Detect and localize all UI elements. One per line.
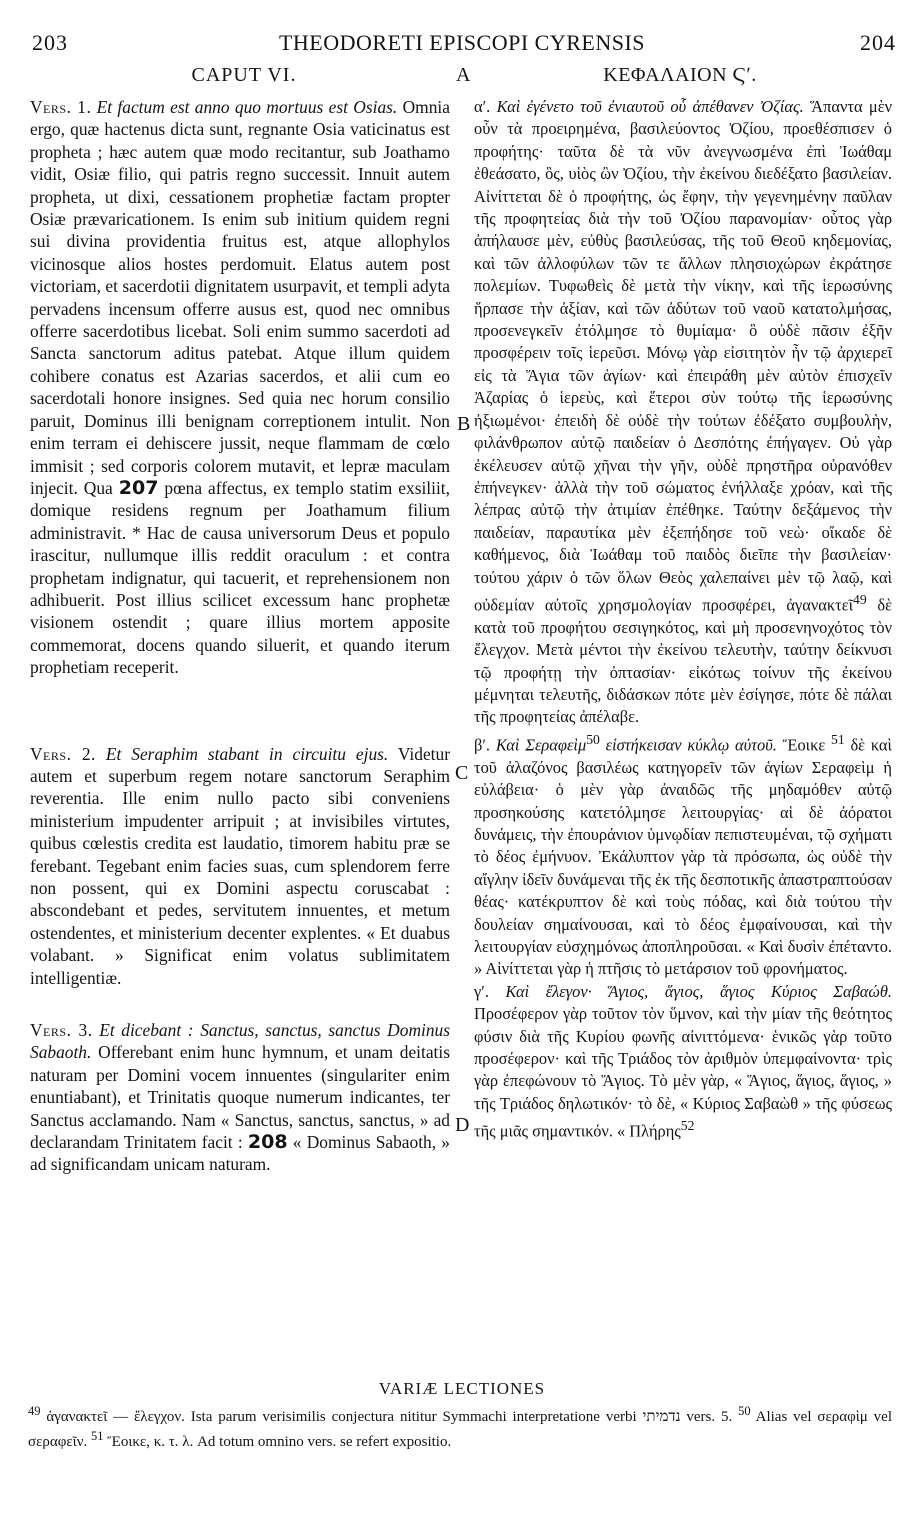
page-number-left: 203 (32, 30, 68, 55)
margin-marker-b: B (457, 413, 471, 435)
verse-number: αʹ. (474, 97, 491, 116)
latin-column (30, 96, 450, 1176)
commentary-text: Ἔοικε (782, 735, 826, 755)
footnote-number: 51 (91, 1429, 104, 1443)
verse-lemma: Καὶ ἔλεγον· Ἅγιος, ἅγιος, ἅγιος Κύριος Σαβαώθ. (505, 981, 892, 1001)
footnote-marker: 51 (831, 731, 845, 747)
commentary-text: « Dominus Sabaoth, » ad significandam unicam naturam. (30, 1132, 450, 1175)
verse-lemma: Et Seraphim stabant in circuitu ejus. (105, 743, 389, 764)
commentary-text: pœna affectus, ex templo statim exsiliit, domique residens regnum per Joathamum filium administravit. * Hac de causa universorum Deus et populo irascitur, nullumque illis reddit oraculum : et contra prophetam indignatur, qui tacuerit, et reprehensionem non adhibuerit. Post illius scilicet excessum hanc prophetæ visionem ostendit ; quare illius mortem apposite commemorat, docens quando siluerit, et quando iterum prophetiam receperit. (30, 477, 450, 678)
migne-column-number: 208 (247, 1131, 288, 1154)
footnote-marker: 49 (853, 591, 867, 607)
footnote-text: Alias vel σεραφὶμ vel σεραφεῖν. (28, 1409, 893, 1450)
latin-paragraph-vers-3 (30, 1019, 450, 1176)
commentary-text: δὲ καὶ τοῦ ἀλαζόνος βασιλέως κατηγορεῖν τῶν ἁγίων Σεραφεὶμ ἡ εὐλάβεια· ὁ μὲν γὰρ ἀναιδῶς τῆς μηδαμόθεν αὐτῷ προσηκούσης κατετόλμησε λειτουργίας· αἱ δὲ ἀόρατοι δυνάμεις, τὴν ἐπουράνιον ὑμνῳδίαν πεπιστευμέναι, τῷ σχήματι τὸ δέος ἐμήνυον. Ἐκάλυπτον γὰρ τὰ πρόσωπα, ὡς οὐδὲ τὴν αἴγλην ἰδεῖν δυνάμεναι τῆς ἐκ τῆς δεσποτικῆς ἀπαστραπτούσαν θέας· κατέκρυπτον δὲ καὶ τοὺς πόδας, καὶ διὰ τούτου τὴν δουλείαν σημαίνουσαι, καὶ τὸ δέος ἐμφαίνουσαι, καὶ τὴν λειτουργίαν εὐσχημόνως ἀποπληροῦσαι. « Καὶ δυσὶν ἐπέταντο. » Αἰνίττεται γὰρ ἡ πτῆσις τὸ μετάρσιον τοῦ φρονήματος. (474, 735, 892, 979)
verse-lemma: Et dicebant : Sanctus, sanctus, sanctus Dominus Sabaoth. (30, 1020, 450, 1063)
margin-marker-a: A (456, 64, 471, 86)
verse-lemma: Et factum est anno quo mortuus est Osias. (96, 97, 398, 117)
latin-paragraph-vers-1 (30, 96, 450, 679)
latin-chapter-heading: CAPUT VI. (191, 64, 297, 86)
margin-marker-d: D (455, 1114, 470, 1136)
footnote-text: ἀγανακτεῖ — ἔλεγχον. Ista parum verisimilis conjectura nititur Symmachi interpretatione verbi נדמיתי vers. 5. (46, 1409, 733, 1425)
greek-column (474, 96, 892, 1143)
commentary-text: Ἅπαντα μὲν οὖν τὰ προειρημένα, βασιλεύοντος Ὀζίου, προεθέσπισεν ὁ προφήτης· ταῦτα δὲ τὰ νῦν ἀνεγνωσμένα ἐπὶ Ἰωάθαμ ἐθεάσατο, ὃς, υἱὸς ὢν Ὀζίου, τὴν ἐκείνου διεδέξατο βασιλείαν. Αἰνίττεται δὲ ὁ προφήτης, ὡς ἔφην, τὴν γεγενημένην παῦλαν τῆς προφητείας διὰ τὴν τοῦ Ὀζίου παρανομίαν· οὗτος γὰρ ἀπήλαυσε μὲν, εὐθὺς βασιλεύσας, τῆς τοῦ Θεοῦ κηδεμονίας, καὶ τῶν ἀλλοφύλων τῶν τε ἄλλων πλησιοχώρων ἐκράτησε πολεμίων. Τυφωθεὶς δὲ μετὰ τὴν νίκην, καὶ τῆς ἱερωσύνης ἥρπασε τὴν ἀξίαν, καὶ τῶν ἀδύτων τοῦ ναοῦ κατατολμήσας, προσενεγκεῖν ἐτόλμησε τὸ θυμίαμα· ὃ οὐδὲ πᾶσιν ἐξῆν προσφέρειν τοῖς ἱερεῦσι. Μόνῳ γὰρ εἰσιτητὸν ἦν τῷ ἀρχιερεῖ εἰς τὰ Ἅγια τῶν ἁγίων· καὶ ἐπειράθη μὲν αὐτὸν ἐπισχεῖν Ἀζαρίας ὁ ἱερεὺς, καὶ ἕτεροι σὺν τούτῳ τῆς ἱερωσύνης ἠξιωμένοι· ἐπειδὴ δὲ οὐδὲ τὴν τούτων ἐδέξατο συμβουλὴν, φιλάνθρωπον αὐτῷ παιδείαν ὁ Δεσπότης ἐπήγαγεν. Οὐ γὰρ ἐκέλευσεν αὐτῷ χῆναι τὴν γῆν, οὐδὲ πρηστῆρα οὐρανόθεν ἐπήνεγκεν· ἀλλὰ τὴν τοῦ σώματος ἐνήλλαξε χρόαν, καὶ τῆς λέπρας αὐτῷ τὴν ἀτιμίαν ἐπέθηκε. Ταύτην δεξάμενος τὴν παιδείαν, παραυτίκα μὲν ἐξεπήδησε τοῦ νεὼ· οἴκαδε δὲ καθήμενος, διὰ Ἰωάθαμ τοῦ παιδὸς διεῖπε τὴν βασιλείαν· τούτου χάριν ὁ τῶν ὅλων Θεὸς χαλεπαίνει μὲν τῷ λαῷ, καὶ οὐδεμίαν αὐτοῖς χρησμολογίαν προσφέρει, ἀγανακτεῖ (474, 97, 892, 615)
footnote-text: Ἔοικε, κ. τ. λ. Ad totum omnino vers. se refert expositio. (107, 1434, 452, 1450)
footnote-number: 49 (28, 1404, 41, 1418)
migne-column-number: 207 (118, 476, 159, 499)
footnote-number: 50 (738, 1404, 751, 1418)
commentary-text: Videtur autem et superbum regem notare sanctorum Seraphim reverentia. Ille enim nullo pacto sibi conveniens ministerium impudenter arripuit ; at invisibiles virtutes, quibus cœlestis credita est laudatio, timorem habitu præ se ferebant. Tegebant enim facies suas, cum splendorem ferre non possent, qui ex Domini aspectu coruscabat : abscondebant et pedes, servitutem innuentes, et metum ostendentes, et ministerium decenter explentes. « Et duabus volabant. » Significat enim volatus sublimitatem intelligentiæ. (30, 743, 450, 988)
verse-number: γʹ. (474, 981, 489, 1001)
verse-number: Vers. 3. (30, 1020, 93, 1041)
latin-paragraph-vers-2 (30, 743, 450, 989)
margin-marker-c: C (455, 762, 469, 784)
commentary-text: Omnia ergo, quæ hactenus dicta sunt, regnante Osia vaticinatus est propheta ; hæc autem quæ modo recitantur, sub Joathamo vidit, Osiæ filio, qui patris regno successit. Innuit autem propheta, ut dixi, cessationem prophetiæ factam propter Osiæ prævaricationem. Is enim sub initium quidem regni sui divina providentia fruitus est, atque allophylos vicinosque alios hostes perdomuit. Elatus autem post victoriam, et sacerdotii dignitatem usurpavit, et templi adyta pervadens incensum offerre ausus est, quod nec omnibus offerre sacerdotibus licebat. Soli enim summo sacerdoti ad Sancta sanctorum aditus patebat. Atque illum quidem cohibere conatus est Azarias sacerdos, et alii cum eo sacerdotali honore insignes. Sed quia nec horum consilio paruit, Dominus illi benignam correptionem intulit. Non enim terram ei dehiscere jussit, neque flammam de cœlo immisit ; sed corporis colorem mutavit, et lepræ maculam injecit. Qua (30, 97, 450, 498)
footnote-marker: 52 (680, 1118, 695, 1134)
greek-chapter-heading: ΚΕΦΑΛΑΙΟΝ Ϛʹ. (603, 64, 757, 86)
greek-paragraph-alpha (474, 96, 892, 729)
apparatus-notes (28, 1402, 892, 1452)
page-number-right: 204 (860, 30, 896, 55)
verse-number: Vers. 1. (30, 97, 92, 117)
verse-lemma: Καὶ ἐγένετο τοῦ ἐνιαυτοῦ οὗ ἀπέθανεν Ὀζίας. (496, 97, 804, 116)
commentary-text: Προσέφερον γὰρ τοῦτον τὸν ὕμνον, καὶ τὴν μίαν τῆς θεότητος φύσιν διὰ τῆς Κυρίου φωνῆς αἰνιττόμενα· ἑνικῶς γὰρ τοῦτο προσέφερον· καὶ τῆς Τριάδος τὸν ἀριθμὸν ὑπεμφαίνοντα· τρὶς γὰρ ἐπεφώνουν τὸ Ἅγιος. Τὸ μὲν γὰρ, « Ἅγιος, ἅγιος, ἅγιος, » τῆς Τριάδος δηλωτικόν· τὸ δὲ, « Κύριος Σαβαὼθ » τῆς φύσεως τῆς μιᾶς σημαντικόν. « Πλήρης (474, 1004, 892, 1141)
verse-lemma: Καὶ Σεραφεὶμ (495, 735, 587, 755)
running-title: THEODORETI EPISCOPI CYRENSIS (278, 30, 646, 55)
greek-paragraph-beta (474, 729, 892, 981)
commentary-text: Offerebant enim hunc hymnum, et unam deitatis naturam per Domini vocem innuentes (singulariter enim enuntiabant), et Trinitatis quoque numerum indicantes, ter Sanctus acclamando. Nam « Sanctus, sanctus, sanctus, » ad declarandam Trinitatem facit : (30, 1042, 450, 1153)
apparatus-title: VARIÆ LECTIONES (378, 1379, 546, 1398)
running-header (28, 30, 896, 60)
verse-lemma: εἱστήκεισαν κύκλῳ αὐτοῦ. (605, 735, 777, 755)
greek-paragraph-gamma (474, 981, 892, 1143)
commentary-text: δὲ κατὰ τοῦ προφήτου σεσιγηκότος, καὶ μὴ προσενηνοχότος τὸν ἔλεγχον. Μετὰ μέντοι τὴν ἐκείνου τελευτὴν, ταύτην δείκνυσι τῷ προφήτῃ τὴν ὀπτασίαν· εἰκότως τοίνυν τῆς ἐκείνου μέμνηται τελευτῆς, διδάσκων πότε μὲν ἐσίγησε, πότε δὲ πάλαι τῆς προφητείας ἀπέλαβε. (474, 595, 892, 727)
verse-number: Vers. 2. (30, 743, 96, 764)
verse-number: βʹ. (474, 735, 491, 755)
footnote-marker: 50 (586, 731, 600, 747)
